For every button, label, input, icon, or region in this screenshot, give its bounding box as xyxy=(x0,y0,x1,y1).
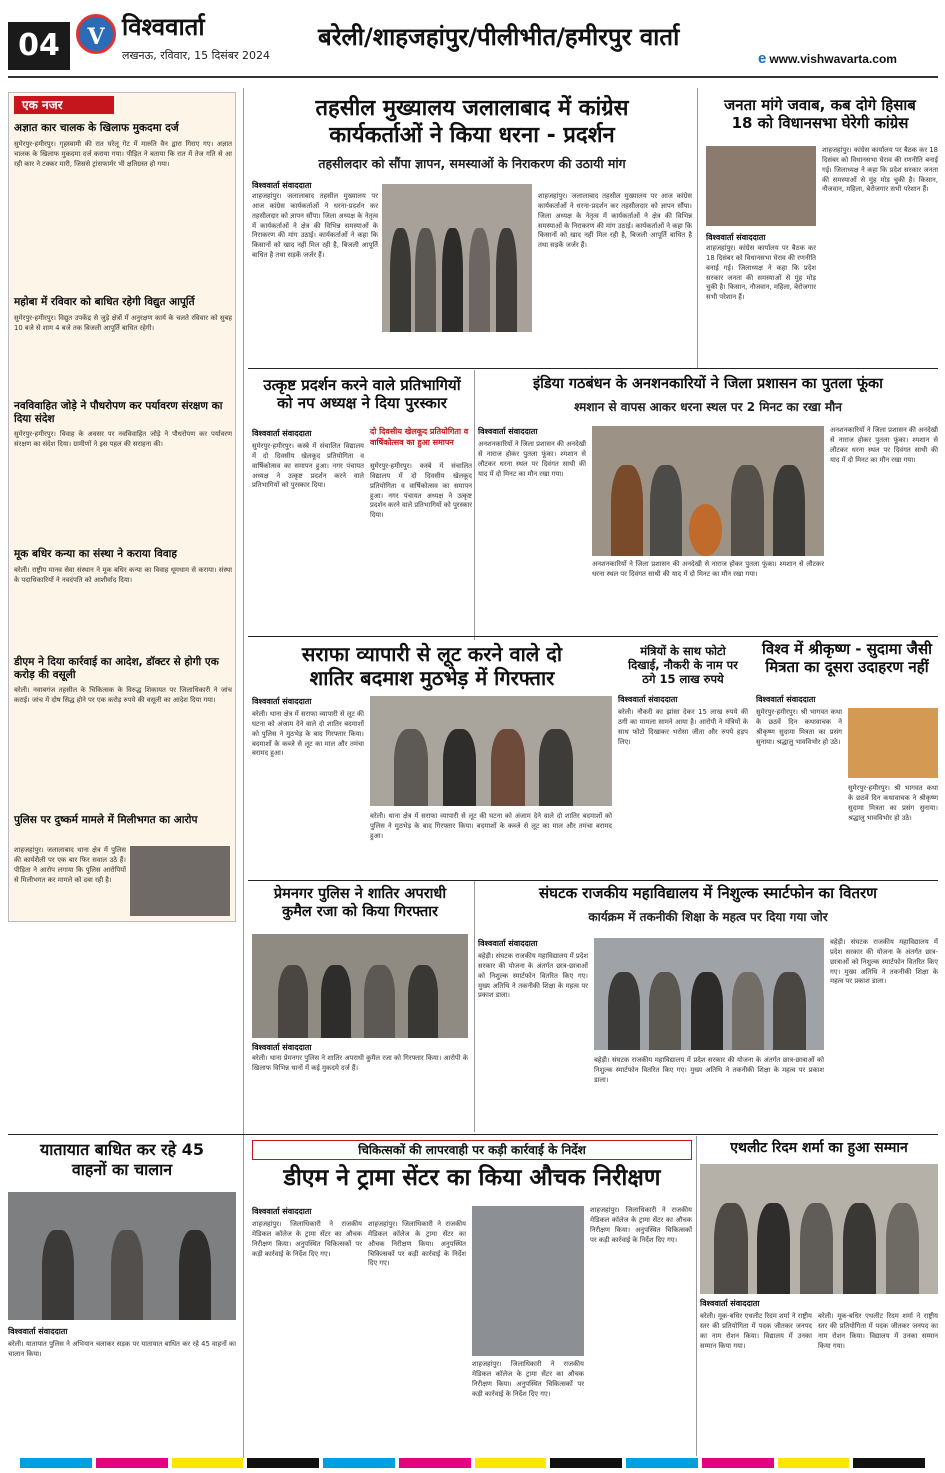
lead-subhead: तहसीलदार को सौंपा ज्ञापन, समस्याओं के निराकरण की उठायी मांग xyxy=(318,156,626,171)
india-byline: विश्ववार्ता संवाददाता xyxy=(478,427,538,436)
nazar-item-body: बरेली। नवाबगंज तहसील के चिकित्सक के विरुद्ध शिकायत पर जिलाधिकारी ने जांच कराई। जांच में दोष सिद्ध होने पर एक करोड़ रुपये की वसूली का आदेश दिया गया। xyxy=(14,686,232,704)
janta-headline: जनता मांगे जवाब, कब दोगे हिसाब 18 को विधानसभा घेरेगी कांग्रेस xyxy=(724,96,916,133)
sarafa-body: बरेली। थाना क्षेत्र में सराफा व्यापारी से लूट की घटना को अंजाम देने वाले दो शातिर बदमाशों को पुलिस ने मुठभेड़ के बाद गिरफ्तार किया। बदमाशों के कब्जे से लूट का माल और तमंचा बरामद हुआ। xyxy=(252,710,364,758)
story-photo xyxy=(252,934,468,1038)
story-photo xyxy=(594,938,824,1050)
traffic-byline: विश्ववार्ता संवाददाता xyxy=(8,1327,68,1336)
janta-byline: विश्ववार्ता संवाददाता xyxy=(706,233,766,242)
edition-title: बरेली/शाहजहांपुर/पीलीभीत/हमीरपुर वार्ता xyxy=(318,23,680,51)
krishna-body: सुमेरपुर-हमीरपुर। श्री भागवत कथा के छठवें दिन कथावाचक ने श्रीकृष्ण सुदामा मित्रता का प्रसंग सुनाया। श्रद्धालु भावविभोर हो उठे। xyxy=(756,708,842,746)
award-body: सुमेरपुर-हमीरपुर। कस्बे में संचालित विद्यालय में दो दिवसीय खेलकूद प्रतियोगिता व वार्षिकोत्सव का समापन हुआ। नगर पंचायत अध्यक्ष ने उत्कृष्ट प्रदर्शन करने वाले प्रतिभागियों को पुरस्कार दिया। xyxy=(252,442,364,490)
story-photo xyxy=(130,846,230,916)
nazar-item-body: सुमेरपुर-हमीरपुर। विवाह के अवसर पर नवविवाहित जोड़े ने पौधरोपण कर पर्यावरण संरक्षण का संदेश दिया। ग्रामीणों ने इस पहल की सराहना की। xyxy=(14,430,232,448)
story-photo xyxy=(472,1206,584,1356)
india-body-cont: अनशनकारियों ने जिला प्रशासन की अनदेखी से नाराज होकर पुतला फूंका। श्मशान से लौटकर धरना स्थल पर दिवंगत साथी की याद में दो मिनट का मौन रखा गया। xyxy=(830,426,938,464)
print-color-bar xyxy=(20,1458,925,1468)
section-rule xyxy=(248,368,938,369)
column-divider xyxy=(696,1136,697,1456)
smartphone-body-cont: बहेड़ी। संघटक राजकीय महाविद्यालय में प्रदेश सरकार की योजना के अंतर्गत छात्र-छात्राओं को निशुल्क स्मार्टफोन वितरित किए गए। मुख्य अतिथि ने तकनीकी शिक्षा के महत्व पर प्रकाश डाला। xyxy=(594,1056,824,1084)
india-body: अनशनकारियों ने जिला प्रशासन की अनदेखी से नाराज होकर पुतला फूंका। श्मशान से लौटकर धरना स्थल पर दिवंगत साथी की याद में दो मिनट का मौन रखा गया। xyxy=(478,440,586,478)
story-photo xyxy=(370,696,612,806)
browser-icon: e xyxy=(758,50,767,67)
mantri-body: बरेली। नौकरी का झांसा देकर 15 लाख रुपये की ठगी का मामला सामने आया है। आरोपी ने मंत्रियों के साथ फोटो दिखाकर भरोसा जीता और रुपये हड़प लिए। xyxy=(618,708,748,746)
sarafa-body-cont: बरेली। थाना क्षेत्र में सराफा व्यापारी से लूट की घटना को अंजाम देने वाले दो शातिर बदमाशों को पुलिस ने मुठभेड़ के बाद गिरफ्तार किया। बदमाशों के कब्जे से लूट का माल और तमंचा बरामद हुआ। xyxy=(370,812,612,840)
nazar-item-body: शाहजहांपुर। जलालाबाद थाना क्षेत्र में पुलिस की कार्यशैली पर एक बार फिर सवाल उठे हैं। पीड़िता ने आरोप लगाया कि पुलिस आरोपियों से मिलीभगत कर मामले को दबा रही है। xyxy=(14,846,126,884)
story-photo xyxy=(592,426,824,556)
story-photo xyxy=(382,184,532,332)
janta-body: शाहजहांपुर। कांग्रेस कार्यालय पर बैठक कर 18 दिसंबर को विधानसभा घेराव की रणनीति बनाई गई। जिलाध्यक्ष ने कहा कि प्रदेश सरकार जनता की समस्याओं से मुंह मोड़ चुकी है। किसान, नौजवान, महिला, बेरोजगार सभी परेशान हैं। xyxy=(706,244,816,302)
smartphone-subhead: कार्यक्रम में तकनीकी शिक्षा के महत्व पर दिया गया जोर xyxy=(588,910,828,924)
ek-nazar-label: एक नजर xyxy=(14,96,114,114)
award-body-cont: सुमेरपुर-हमीरपुर। कस्बे में संचालित विद्यालय में दो दिवसीय खेलकूद प्रतियोगिता व वार्षिकोत्सव का समापन हुआ। नगर पंचायत अध्यक्ष ने उत्कृष्ट प्रदर्शन करने वाले प्रतिभागियों को पुरस्कार दिया। xyxy=(370,462,472,520)
premnagar-byline: विश्ववार्ता संवाददाता xyxy=(252,1043,312,1052)
column-divider xyxy=(243,88,244,1458)
sarafa-byline: विश्ववार्ता संवाददाता xyxy=(252,697,312,706)
krishna-byline: विश्ववार्ता संवाददाता xyxy=(756,695,816,704)
dm-body-cont: शाहजहांपुर। जिलाधिकारी ने राजकीय मेडिकल कॉलेज के ट्रामा सेंटर का औचक निरीक्षण किया। अनुपस्थित चिकित्सकों पर कड़ी कार्रवाई के निर्देश दिए गए। xyxy=(472,1360,584,1398)
website-text: www.vishwavarta.com xyxy=(769,52,897,66)
website-link[interactable] xyxy=(758,50,897,67)
story-photo xyxy=(706,146,816,226)
krishna-body-cont: सुमेरपुर-हमीरपुर। श्री भागवत कथा के छठवें दिन कथावाचक ने श्रीकृष्ण सुदामा मित्रता का प्रसंग सुनाया। श्रद्धालु भावविभोर हो उठे। xyxy=(848,784,938,822)
dm-body-cont: शाहजहांपुर। जिलाधिकारी ने राजकीय मेडिकल कॉलेज के ट्रामा सेंटर का औचक निरीक्षण किया। अनुपस्थित चिकित्सकों पर कड़ी कार्रवाई के निर्देश दिए गए। xyxy=(590,1206,692,1244)
nazar-item-title: महोबा में रविवार को बाधित रहेगी विद्युत आपूर्ति xyxy=(14,296,195,308)
athlete-byline: विश्ववार्ता संवाददाता xyxy=(700,1299,760,1308)
award-headline: उत्कृष्ट प्रदर्शन करने वाले प्रतिभागियों को नप अध्यक्ष ने दिया पुरस्कार xyxy=(263,376,461,413)
nazar-item-title: मूक बधिर कन्या का संस्था ने कराया विवाह xyxy=(14,548,177,560)
athlete-headline: एथलीट रिदम शर्मा का हुआ सम्मान xyxy=(730,1140,908,1156)
lead-body: शाहजहांपुर। जलालाबाद तहसील मुख्यालय पर आज कांग्रेस कार्यकर्ताओं ने धरना-प्रदर्शन कर तहसीलदार को ज्ञापन सौंपा। जिला अध्यक्ष के नेतृत्व में कार्यकर्ताओं ने क्षेत्र की विभिन्न समस्याओं के निराकरण की मांग उठाई। कार्यकर्ताओं ने कहा कि किसानों को खाद नहीं मिल रही है, बिजली आपूर्ति बाधित है तथा सड़कें जर्जर हैं। xyxy=(252,192,378,260)
smartphone-byline: विश्ववार्ता संवाददाता xyxy=(478,939,538,948)
section-rule xyxy=(8,1134,938,1135)
dm-headline: डीएम ने ट्रामा सेंटर का किया औचक निरीक्षण xyxy=(283,1165,661,1191)
page-number: 04 xyxy=(8,22,70,70)
column-divider xyxy=(474,370,475,640)
nazar-item-title: नवविवाहित जोड़े ने पौधरोपण कर पर्यावरण संरक्षण का दिया संदेश xyxy=(14,400,223,425)
story-photo xyxy=(848,708,938,778)
story-photo xyxy=(8,1192,236,1320)
janta-body-cont: शाहजहांपुर। कांग्रेस कार्यालय पर बैठक कर 18 दिसंबर को विधानसभा घेराव की रणनीति बनाई गई। जिलाध्यक्ष ने कहा कि प्रदेश सरकार जनता की समस्याओं से मुंह मोड़ चुकी है। किसान, नौजवान, महिला, बेरोजगार सभी परेशान हैं। xyxy=(822,146,938,194)
nazar-item-body: सुमेरपुर-हमीरपुर। गृहस्वामी की रात घरेलू गेट में मारुति वैन द्वारा गिराए गए। अज्ञात चालक के खिलाफ मुकदमा दर्ज कराया गया। पीड़ित ने बताया कि रात में तेज गति से आ रही कार ने टक्कर मारी, जिससे ट्रांसफार्मर भी क्षतिग्रस्त हो गया। xyxy=(14,140,232,168)
dm-body: शाहजहांपुर। जिलाधिकारी ने राजकीय मेडिकल कॉलेज के ट्रामा सेंटर का औचक निरीक्षण किया। अनुपस्थित चिकित्सकों पर कड़ी कार्रवाई के निर्देश दिए गए। xyxy=(252,1220,362,1258)
mantri-byline: विश्ववार्ता संवाददाता xyxy=(618,695,678,704)
smartphone-body-cont: बहेड़ी। संघटक राजकीय महाविद्यालय में प्रदेश सरकार की योजना के अंतर्गत छात्र-छात्राओं को निशुल्क स्मार्टफोन वितरित किए गए। मुख्य अतिथि ने तकनीकी शिक्षा के महत्व पर प्रकाश डाला। xyxy=(830,938,938,986)
lead-body-cont: शाहजहांपुर। जलालाबाद तहसील मुख्यालय पर आज कांग्रेस कार्यकर्ताओं ने धरना-प्रदर्शन कर तहसीलदार को ज्ञापन सौंपा। जिला अध्यक्ष के नेतृत्व में कार्यकर्ताओं ने क्षेत्र की विभिन्न समस्याओं के निराकरण की मांग उठाई। कार्यकर्ताओं ने कहा कि किसानों को खाद नहीं मिल रही है, बिजली आपूर्ति बाधित है तथा सड़कें जर्जर हैं। xyxy=(538,192,692,250)
brand-name: विश्ववार्ता xyxy=(122,13,205,41)
dm-kicker: चिकित्सकों की लापरवाही पर कड़ी कार्रवाई के निर्देश xyxy=(252,1140,692,1160)
column-divider xyxy=(697,88,698,368)
traffic-body: बरेली। यातायात पुलिस ने अभियान चलाकर सड़क पर यातायात बाधित कर रहे 45 वाहनों का चालान किया। xyxy=(8,1340,236,1358)
story-photo xyxy=(700,1164,938,1294)
dm-body-cont: शाहजहांपुर। जिलाधिकारी ने राजकीय मेडिकल कॉलेज के ट्रामा सेंटर का औचक निरीक्षण किया। अनुपस्थित चिकित्सकों पर कड़ी कार्रवाई के निर्देश दिए गए। xyxy=(368,1220,466,1268)
section-rule xyxy=(248,636,938,637)
dm-byline: विश्ववार्ता संवाददाता xyxy=(252,1207,312,1216)
award-byline: विश्ववार्ता संवाददाता xyxy=(252,429,312,438)
nazar-item-body: सुमेरपुर-हमीरपुर। विद्युत उपकेंद्र से जुड़े क्षेत्रों में अनुरक्षण कार्य के चलते रविवार को सुबह 10 बजे से शाम 4 बजे तक बिजली आपूर्ति बाधित रहेगी। xyxy=(14,314,232,332)
premnagar-body: बरेली। थाना प्रेमनगर पुलिस ने शातिर अपराधी कुमैल रजा को गिरफ्तार किया। आरोपी के खिलाफ विभिन्न थानों में कई मुकदमे दर्ज हैं। xyxy=(252,1054,468,1072)
smartphone-body: बहेड़ी। संघटक राजकीय महाविद्यालय में प्रदेश सरकार की योजना के अंतर्गत छात्र-छात्राओं को निशुल्क स्मार्टफोन वितरित किए गए। मुख्य अतिथि ने तकनीकी शिक्षा के महत्व पर प्रकाश डाला। xyxy=(478,952,588,1000)
krishna-headline: विश्व में श्रीकृष्ण - सुदामा जैसी मित्रता का दूसरा उदाहरण नहीं xyxy=(762,640,932,677)
brand-logo-icon: V xyxy=(76,14,116,54)
section-rule xyxy=(248,880,938,881)
date-line: लखनऊ, रविवार, 15 दिसंबर 2024 xyxy=(122,49,271,62)
athlete-body-cont: बरेली। मूक-बधिर एथलीट रिदम शर्मा ने राष्ट्रीय स्तर की प्रतियोगिता में पदक जीतकर जनपद का नाम रोशन किया। विद्यालय में उनका सम्मान किया गया। xyxy=(818,1312,938,1350)
nazar-item-title: डीएम ने दिया कार्रवाई का आदेश, डॉक्टर से होगी एक करोड़ की वसूली xyxy=(14,656,219,681)
award-sidebar-line: दो दिवसीय खेलकूद प्रतियोगिता व वार्षिकोत्सव का हुआ समापन xyxy=(370,427,469,447)
sarafa-headline: सराफा व्यापारी से लूट करने वाले दो शातिर बदमाश मुठभेड़ में गिरफ्तार xyxy=(301,642,563,691)
column-divider xyxy=(474,880,475,1132)
lead-headline: तहसील मुख्यालय जलालाबाद में कांग्रेस कार्यकर्ताओं ने किया धरना - प्रदर्शन xyxy=(315,96,629,148)
masthead-rule xyxy=(8,76,938,78)
smartphone-headline: संघटक राजकीय महाविद्यालय में निशुल्क स्मार्टफोन का वितरण xyxy=(539,884,877,902)
premnagar-headline: प्रेमनगर पुलिस ने शातिर अपराधी कुमैल रजा को किया गिरफ्तार xyxy=(273,886,447,920)
india-subhead: श्मशान से वापस आकर धरना स्थल पर 2 मिनट का रखा मौन xyxy=(574,400,842,414)
mantri-headline: मंत्रियों के साथ फोटो दिखाई, नौकरी के नाम पर ठगे 15 लाख रुपये xyxy=(628,644,738,687)
athlete-body: बरेली। मूक-बधिर एथलीट रिदम शर्मा ने राष्ट्रीय स्तर की प्रतियोगिता में पदक जीतकर जनपद का नाम रोशन किया। विद्यालय में उनका सम्मान किया गया। xyxy=(700,1312,812,1350)
india-headline: इंडिया गठबंधन के अनशनकारियों ने जिला प्रशासन का पुतला फूंका xyxy=(533,376,883,392)
nazar-item-title: अज्ञात कार चालक के खिलाफ मुकदमा दर्ज xyxy=(14,122,179,134)
india-body-cont: अनशनकारियों ने जिला प्रशासन की अनदेखी से नाराज होकर पुतला फूंका। श्मशान से लौटकर धरना स्थल पर दिवंगत साथी की याद में दो मिनट का मौन रखा गया। xyxy=(592,560,824,578)
traffic-headline: यातायात बाधित कर रहे 45 वाहनों का चालान xyxy=(39,1140,205,1179)
nazar-item-body: बरेली। राष्ट्रीय मानव सेवा संस्थान ने मूक बधिर कन्या का विवाह धूमधाम से कराया। संस्था के पदाधिकारियों ने नवदंपति को आशीर्वाद दिया। xyxy=(14,566,232,584)
nazar-item-title: पुलिस पर दुष्कर्म मामले में मिलीभगत का आरोप xyxy=(14,814,198,826)
lead-byline: विश्ववार्ता संवाददाता xyxy=(252,181,312,190)
